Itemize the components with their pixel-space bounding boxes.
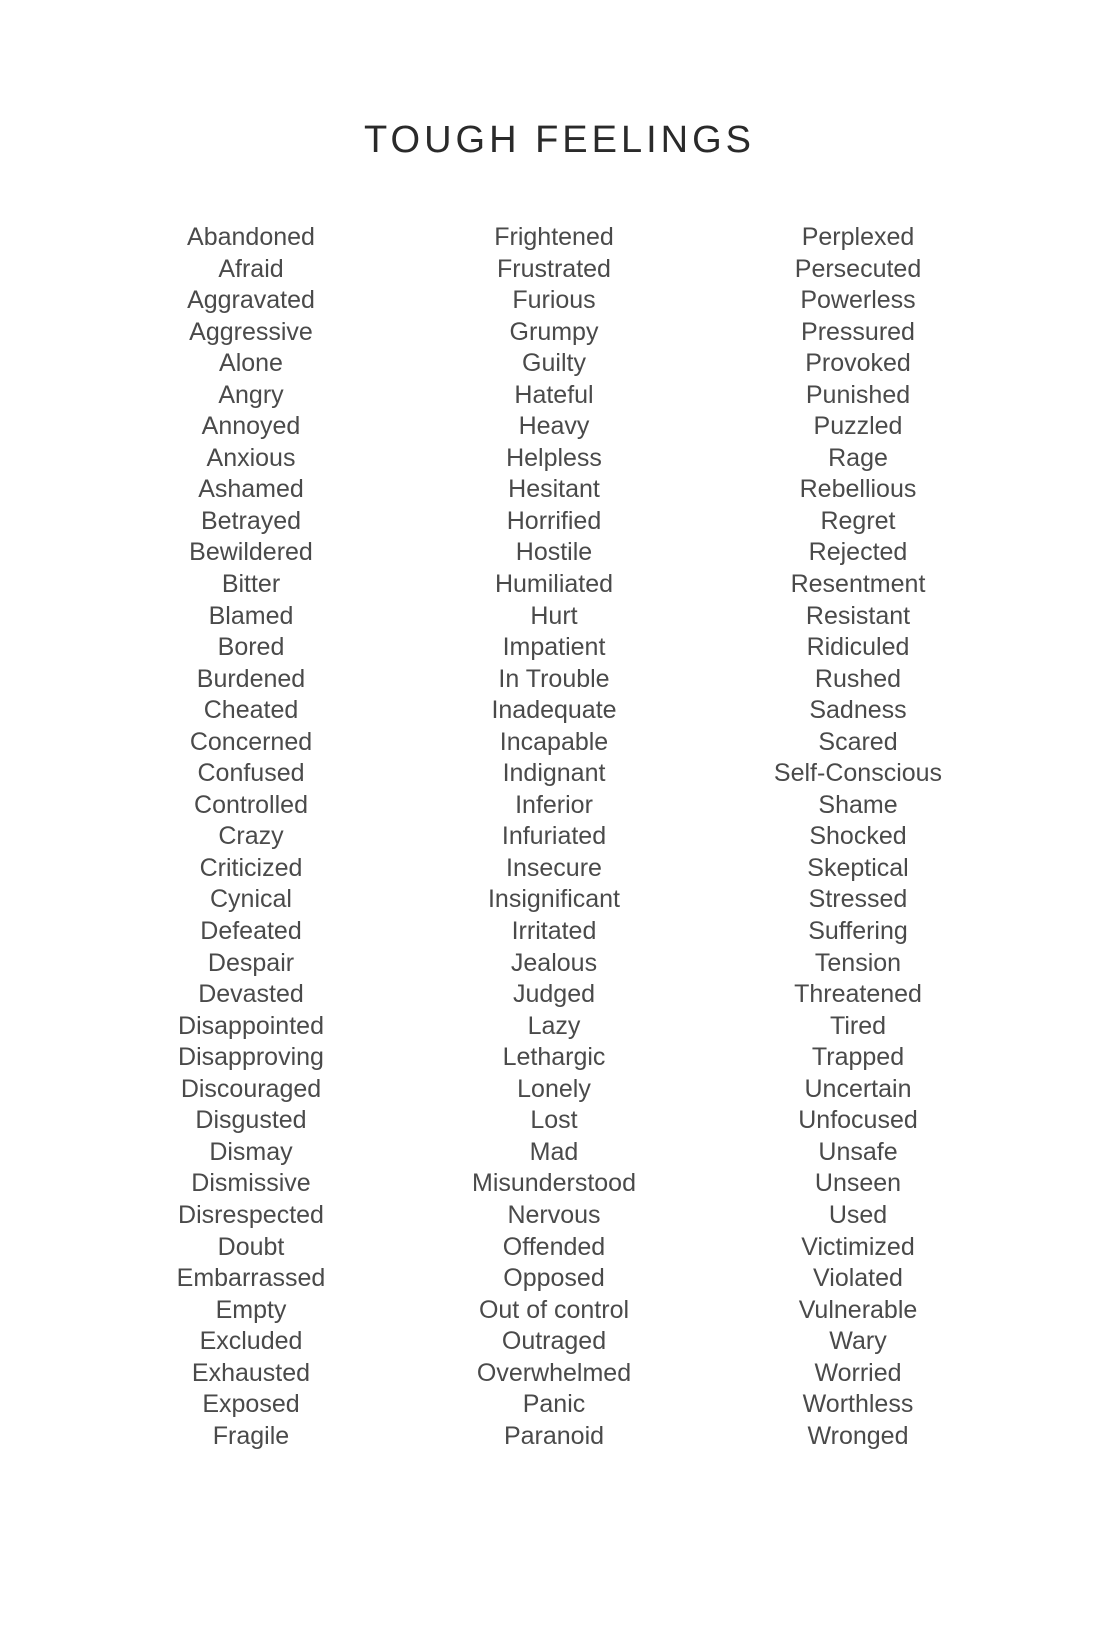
- feeling-word: Lazy: [527, 1011, 581, 1040]
- feeling-word: Inferior: [515, 790, 593, 819]
- feeling-word: Concerned: [189, 727, 313, 756]
- feeling-word: Ridiculed: [806, 633, 910, 662]
- feeling-word: Inadequate: [491, 696, 617, 725]
- feeling-word: Controlled: [194, 790, 308, 819]
- feeling-word: Tired: [829, 1011, 887, 1040]
- feeling-word: Aggressive: [189, 317, 313, 346]
- feeling-word: Lethargic: [502, 1043, 606, 1072]
- feeling-word: Victimized: [801, 1232, 915, 1261]
- feeling-word: Shame: [818, 790, 898, 819]
- feeling-word: Incapable: [499, 727, 609, 756]
- feeling-word: Nervous: [507, 1200, 601, 1229]
- feeling-word: Criticized: [199, 853, 303, 882]
- feeling-word: Afraid: [218, 254, 284, 283]
- feeling-word: Dismissive: [191, 1169, 311, 1198]
- feeling-word: Opposed: [503, 1264, 605, 1293]
- feeling-word: Worthless: [802, 1390, 914, 1419]
- feeling-word: Irritated: [511, 917, 597, 946]
- feeling-word: Despair: [207, 948, 295, 977]
- feeling-word: Insignificant: [487, 885, 621, 914]
- feeling-word: Furious: [512, 286, 596, 315]
- feeling-word: Wary: [829, 1327, 887, 1356]
- feeling-word: Provoked: [805, 349, 911, 378]
- feeling-word: Embarrassed: [176, 1264, 326, 1293]
- feeling-word: Alone: [219, 349, 283, 378]
- feeling-word: Insecure: [506, 853, 602, 882]
- feeling-word: Skeptical: [807, 853, 909, 882]
- feeling-word: Used: [828, 1200, 888, 1229]
- feeling-word: Shocked: [809, 822, 907, 851]
- feeling-word: Puzzled: [813, 412, 903, 441]
- feeling-word: Annoyed: [201, 412, 301, 441]
- feeling-word: Suffering: [808, 917, 908, 946]
- feeling-word: Exhausted: [191, 1358, 311, 1387]
- feeling-word: Overwhelmed: [476, 1358, 632, 1387]
- feeling-word: Panic: [522, 1390, 586, 1419]
- feeling-word: Threatened: [794, 980, 922, 1009]
- feeling-word: Doubt: [217, 1232, 285, 1261]
- feeling-word: Lonely: [517, 1074, 591, 1103]
- feeling-word: Bewildered: [189, 538, 313, 567]
- feeling-word: Devasted: [198, 980, 304, 1009]
- feeling-word: Guilty: [522, 349, 586, 378]
- feeling-word: Unseen: [814, 1169, 902, 1198]
- feeling-word: Outraged: [501, 1327, 607, 1356]
- feeling-word: Disgusted: [195, 1106, 307, 1135]
- feeling-word: Disappointed: [178, 1011, 324, 1040]
- feeling-word: Helpless: [506, 443, 602, 472]
- feeling-word: Resistant: [805, 601, 911, 630]
- feeling-word: Trapped: [811, 1043, 905, 1072]
- feeling-word: Discouraged: [180, 1074, 322, 1103]
- feeling-word: Sadness: [809, 696, 907, 725]
- feeling-word: Uncertain: [804, 1074, 912, 1103]
- feeling-word: Abandoned: [187, 223, 315, 251]
- feeling-word: Excluded: [199, 1327, 303, 1356]
- feeling-word: Worried: [814, 1358, 902, 1387]
- feeling-word: Aggravated: [187, 286, 315, 315]
- feeling-word: Fragile: [212, 1421, 290, 1450]
- feeling-word: Humiliated: [494, 570, 614, 599]
- feeling-word: Lost: [530, 1106, 578, 1135]
- feeling-word: Violated: [813, 1264, 903, 1293]
- feeling-word: Frightened: [494, 223, 614, 251]
- feeling-word: Regret: [820, 506, 896, 535]
- feeling-word: Confused: [197, 759, 305, 788]
- feeling-word: Out of control: [478, 1295, 630, 1324]
- feeling-word: Betrayed: [200, 506, 302, 535]
- feeling-word: Misunderstood: [472, 1169, 636, 1198]
- feeling-word: Hostile: [515, 538, 593, 567]
- feeling-word: Scared: [818, 727, 898, 756]
- feeling-word: Indignant: [502, 759, 606, 788]
- feeling-word: Pressured: [801, 317, 915, 346]
- feeling-word: Bored: [217, 633, 285, 662]
- feeling-word: Paranoid: [503, 1421, 605, 1450]
- feeling-word: Tension: [814, 948, 902, 977]
- feeling-word: Infuriated: [501, 822, 607, 851]
- feeling-word: Anxious: [206, 443, 296, 472]
- feeling-word: Punished: [805, 380, 911, 409]
- feeling-word: Horrified: [506, 506, 602, 535]
- feeling-word: Mad: [529, 1137, 579, 1166]
- feeling-word: Ashamed: [198, 475, 304, 504]
- feeling-word: Crazy: [218, 822, 284, 851]
- feeling-word: Defeated: [200, 917, 302, 946]
- feeling-word: Cheated: [203, 696, 299, 725]
- feeling-word: Angry: [218, 380, 284, 409]
- feeling-word: Offended: [502, 1232, 606, 1261]
- feelings-column-2: [404, 222, 704, 1452]
- feeling-word: Unsafe: [818, 1137, 898, 1166]
- feeling-word: Vulnerable: [798, 1295, 918, 1324]
- feeling-word: Hurt: [530, 601, 578, 630]
- feeling-word: Impatient: [502, 633, 606, 662]
- feeling-word: Blamed: [208, 601, 294, 630]
- feeling-word: Rebellious: [799, 475, 917, 504]
- feeling-word: Rushed: [814, 664, 902, 693]
- feeling-word: Unfocused: [798, 1106, 918, 1135]
- feeling-word: Hesitant: [508, 475, 600, 504]
- feeling-word: Rage: [828, 443, 888, 472]
- feeling-word: Frustrated: [497, 254, 611, 283]
- feeling-word: Jealous: [510, 948, 598, 977]
- feeling-word: Judged: [512, 980, 596, 1009]
- feelings-column-3: [708, 222, 1008, 1452]
- feeling-word: Hateful: [514, 380, 594, 409]
- feeling-word: Persecuted: [794, 254, 922, 283]
- feeling-word: Exposed: [202, 1390, 300, 1419]
- feeling-word: Cynical: [210, 885, 292, 914]
- feeling-word: Dismay: [209, 1137, 293, 1166]
- feeling-word: Stressed: [808, 885, 908, 914]
- feeling-word: Resentment: [790, 570, 926, 599]
- feeling-word: Heavy: [518, 412, 590, 441]
- feeling-word: Grumpy: [509, 317, 599, 346]
- feelings-column-1: [101, 222, 401, 1452]
- feeling-word: Disrespected: [178, 1200, 324, 1229]
- feeling-word: Wronged: [807, 1421, 909, 1450]
- page-title: TOUGH FEELINGS: [363, 119, 756, 161]
- feeling-word: Burdened: [196, 664, 306, 693]
- feeling-word: In Trouble: [498, 664, 610, 693]
- feeling-word: Disapproving: [178, 1043, 324, 1072]
- feeling-word: Rejected: [808, 538, 908, 567]
- feeling-word: Bitter: [221, 570, 281, 599]
- feeling-word: Self-Conscious: [773, 759, 943, 788]
- feeling-word: Empty: [215, 1295, 287, 1324]
- feeling-word: Powerless: [800, 286, 916, 315]
- feeling-word: Perplexed: [801, 223, 915, 251]
